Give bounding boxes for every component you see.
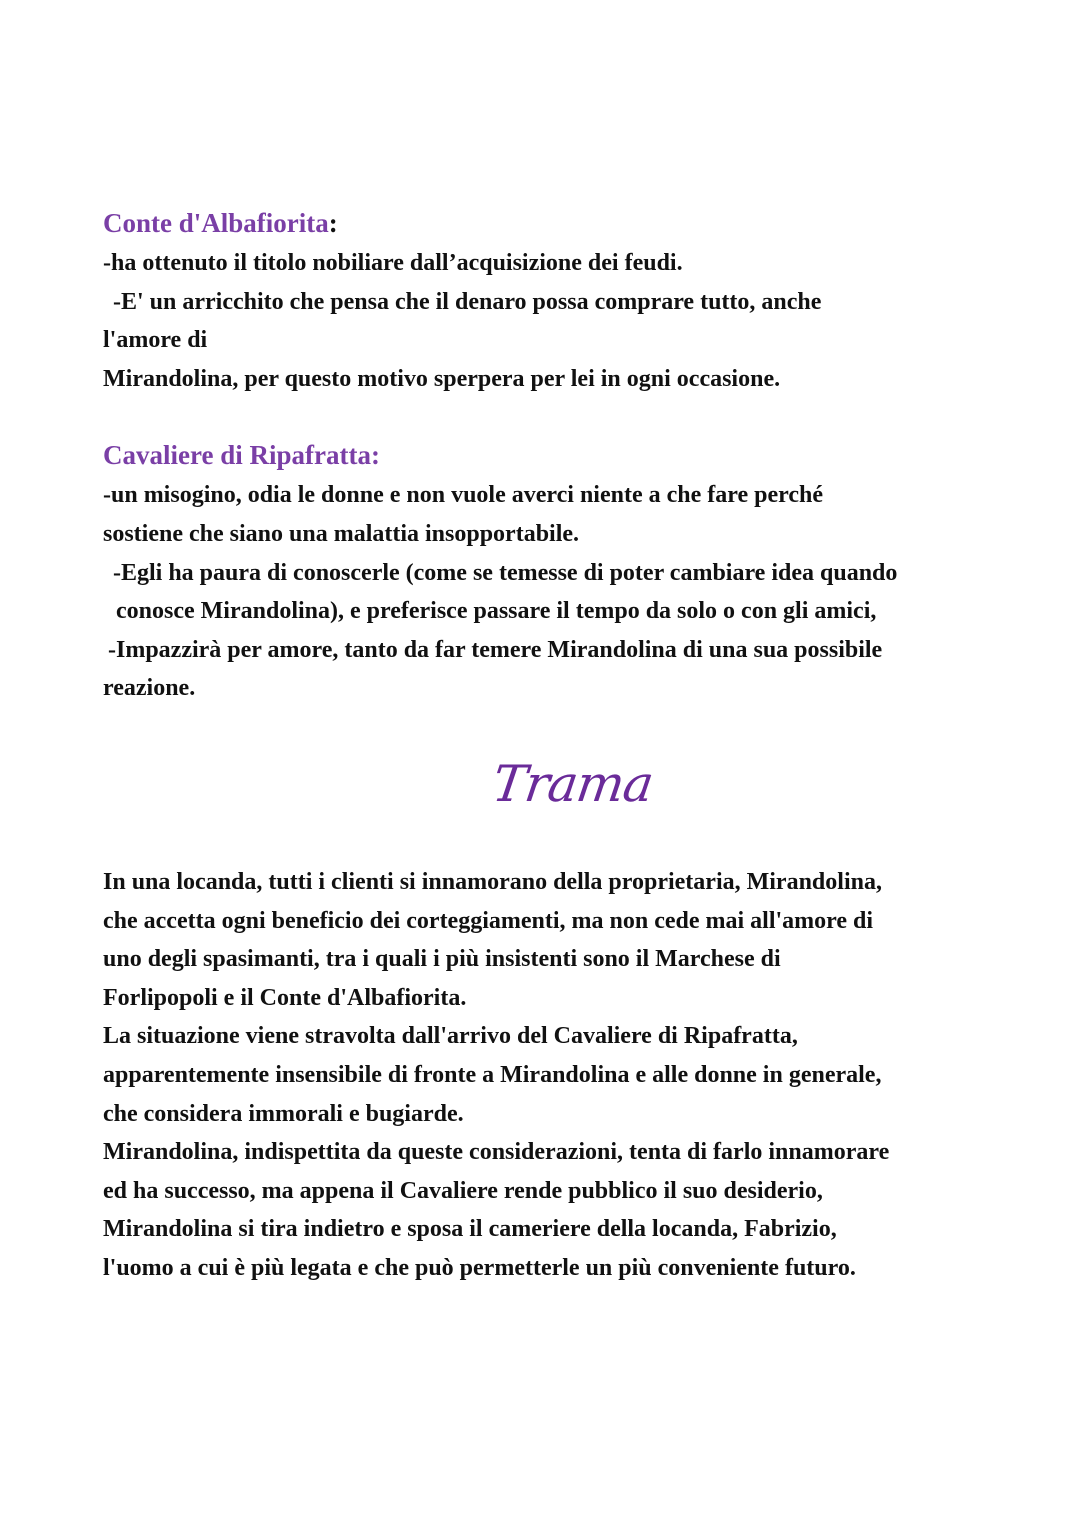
trama-line-7: che considera immorali e bugiarde.	[103, 1100, 464, 1127]
cavaliere-line-3: -Egli ha paura di conoscerle (come se temesse di poter cambiare idea quando	[113, 559, 898, 586]
trama-title-wrap	[103, 749, 1043, 819]
trama-spacer	[103, 819, 1003, 863]
trama-line-9: ed ha successo, ma appena il Cavaliere rende pubblico il suo desiderio,	[103, 1177, 823, 1204]
heading-conte	[103, 202, 1003, 244]
document-content	[103, 202, 1003, 1287]
cavaliere-line-5: -Impazzirà per amore, tanto da far temere Mirandolina di una sua possibile	[108, 636, 883, 663]
cavaliere-line-6: reazione.	[103, 675, 196, 702]
trama-line-3: uno degli spasimanti, tra i quali i più insistenti sono il Marchese di	[103, 946, 781, 973]
trama-line-5: La situazione viene stravolta dall'arrivo del Cavaliere di Ripafratta,	[103, 1023, 798, 1050]
trama-line-2: che accetta ogni beneficio dei corteggiamenti, ma non cede mai all'amore di	[103, 907, 874, 934]
trama-paragraph	[103, 863, 1003, 1288]
cavaliere-line-2: sostiene che siano una malattia insopportabile.	[103, 520, 580, 547]
conte-line-4: Mirandolina, per questo motivo sperpera per lei in ogni occasione.	[103, 365, 781, 392]
trama-line-6: apparentemente insensibile di fronte a Mirandolina e alle donne in generale,	[103, 1061, 882, 1088]
heading-conte-name: Conte d'Albafiorita	[103, 208, 329, 238]
cavaliere-line-4: conosce Mirandolina), e preferisce passare il tempo da solo o con gli amici,	[116, 598, 877, 625]
trama-line-8: Mirandolina, indispettita da queste considerazioni, tenta di farlo innamorare	[103, 1139, 890, 1166]
cavaliere-line-1: -un misogino, odia le donne e non vuole averci niente a che fare perché	[103, 482, 823, 509]
trama-line-11: l'uomo a cui è più legata e che può permetterle un più conveniente futuro.	[103, 1254, 856, 1281]
trama-line-1: In una locanda, tutti i clienti si innamorano della proprietaria, Mirandolina,	[103, 868, 882, 895]
trama-line-10: Mirandolina si tira indietro e sposa il cameriere della locanda, Fabrizio,	[103, 1216, 837, 1243]
heading-conte-colon: :	[328, 208, 338, 238]
section-spacer	[103, 398, 1003, 434]
conte-line-1: -ha ottenuto il titolo nobiliare dall’acquisizione dei feudi.	[103, 250, 683, 276]
trama-title: Trama	[489, 754, 657, 813]
conte-line-3: l'amore di	[103, 327, 208, 354]
trama-line-4: Forlipopoli e il Conte d'Albafiorita.	[103, 984, 467, 1011]
conte-line-2: -E' un arricchito che pensa che il denaro possa comprare tutto, anche	[113, 288, 822, 315]
heading-cavaliere: Cavaliere di Ripafratta:	[103, 440, 380, 471]
